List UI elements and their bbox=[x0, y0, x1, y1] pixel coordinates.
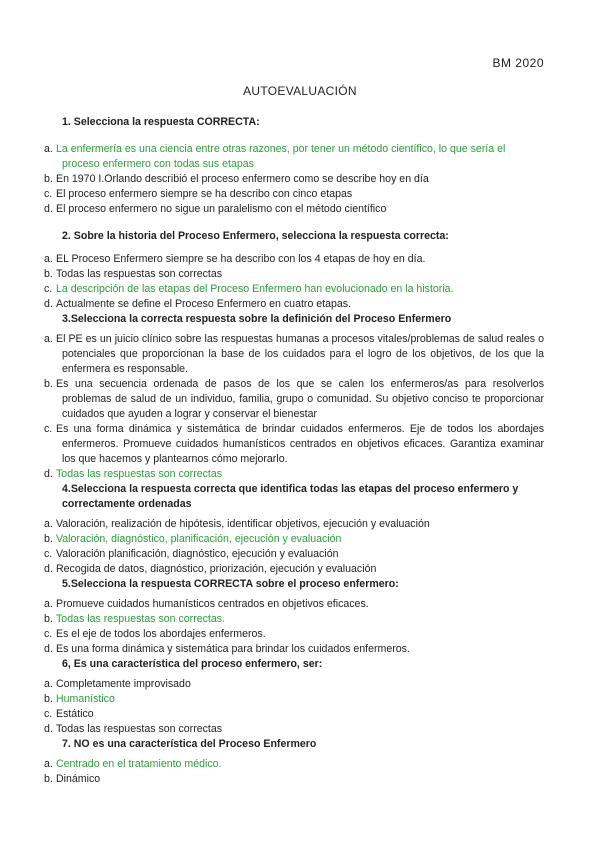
question-6-title: 6, Es una característica del proceso enfermero, ser: bbox=[62, 658, 323, 670]
q2-option-a: a. EL Proceso Enfermero siempre se ha describo con los 4 etapas de hoy en día. bbox=[44, 253, 426, 265]
q5-option-a: a. Promueve cuidados humanísticos centrados en objetivos eficaces. bbox=[44, 598, 369, 610]
q6-option-c: c. Estático bbox=[44, 708, 94, 720]
q6-option-b: b. Humanístico bbox=[44, 693, 115, 705]
q3-option-c: c. Es una forma dinámica y sistemática de brindar cuidados enfermeros. Eje de todos los abordajes enfermeros. Promueve cuidados humanísticos centrados en objetivos eficaces. Garantiza examinar los que hacemos y plantearnos cómo mejorarlo. bbox=[44, 423, 544, 465]
q2-option-d: d. Actualmente se define el Proceso Enfermero en cuatro etapas. bbox=[44, 298, 352, 310]
question-5-title: 5.Selecciona la respuesta CORRECTA sobre el proceso enfermero: bbox=[62, 578, 399, 590]
q7-option-b: b. Dinámico bbox=[44, 773, 101, 785]
q2-option-b: b. Todas las respuestas son correctas bbox=[44, 268, 223, 280]
question-2-title: 2. Sobre la historia del Proceso Enfermero, selecciona la respuesta correcta: bbox=[62, 230, 449, 242]
q4-option-a: a. Valoración, realización de hipótesis, identificar objetivos, ejecución y evaluación bbox=[44, 518, 430, 530]
question-4-title: 4.Selecciona la respuesta correcta que identifica todas las etapas del proceso enfermero y correctamente ordenadas bbox=[62, 483, 519, 510]
q4-option-b: b. Valoración, diagnóstico, planificación, ejecución y evaluación bbox=[44, 533, 342, 545]
q3-option-d: d. Todas las respuestas son correctas bbox=[44, 468, 223, 480]
q5-option-b: b. Todas las respuestas son correctas. bbox=[44, 613, 225, 625]
q4-option-d: d. Recogida de datos, diagnóstico, priorización, ejecución y evaluación bbox=[44, 563, 377, 575]
document-title: AUTOEVALUACIÓN bbox=[243, 84, 357, 98]
question-3-title: 3.Selecciona la correcta respuesta sobre la definición del Proceso Enfermero bbox=[62, 313, 452, 325]
question-1-title: 1. Selecciona la respuesta CORRECTA: bbox=[62, 116, 260, 128]
questionnaire bbox=[44, 115, 544, 787]
header-code: BM 2020 bbox=[492, 56, 544, 70]
q5-option-c: c. Es el eje de todos los abordajes enfermeros. bbox=[44, 628, 266, 640]
question-7-title: 7. NO es una característica del Proceso Enfermero bbox=[62, 738, 317, 750]
q3-option-a: a. El PE es un juicio clínico sobre las respuestas humanas a procesos vitales/problemas de salud reales o potenciales que proporcionan la base de los cuidados para el logro de los objetivos, de los que la enfermera es responsable. bbox=[44, 333, 544, 375]
q1-option-b: b. En 1970 I.Orlando describió el proceso enfermero como se describe hoy en día bbox=[44, 173, 429, 185]
q6-option-a: a. Completamente improvisado bbox=[44, 678, 191, 690]
q1-option-c: c. El proceso enfermero siempre se ha describo con cinco etapas bbox=[44, 188, 353, 200]
q7-option-a: a. Centrado en el tratamiento médico. bbox=[44, 758, 222, 770]
q5-option-d: d. Es una forma dinámica y sistemática para brindar los cuidados enfermeros. bbox=[44, 643, 410, 655]
q4-option-c: c. Valoración planificación, diagnóstico, ejecución y evaluación bbox=[44, 548, 339, 560]
q6-option-d: d. Todas las respuestas son correctas bbox=[44, 723, 223, 735]
q1-option-a: a. La enfermería es una ciencia entre otras razones, por tener un método científico, lo que sería el proceso enfermero con todas sus etapas bbox=[44, 143, 506, 170]
q3-option-b: b. Es una secuencia ordenada de pasos de los que se calen los enfermeros/as para resolverlos problemas de salud de un individuo, familia, grupo o comunidad. Su objetivo conciso te proporcionar cuidados que ayuden a lograr y conservar el bienestar bbox=[44, 378, 544, 420]
q1-option-d: d. El proceso enfermero no sigue un paralelismo con el método científico bbox=[44, 203, 387, 215]
q2-option-c: c. La descripción de las etapas del Proceso Enfermero han evolucionado en la historia. bbox=[44, 283, 454, 295]
